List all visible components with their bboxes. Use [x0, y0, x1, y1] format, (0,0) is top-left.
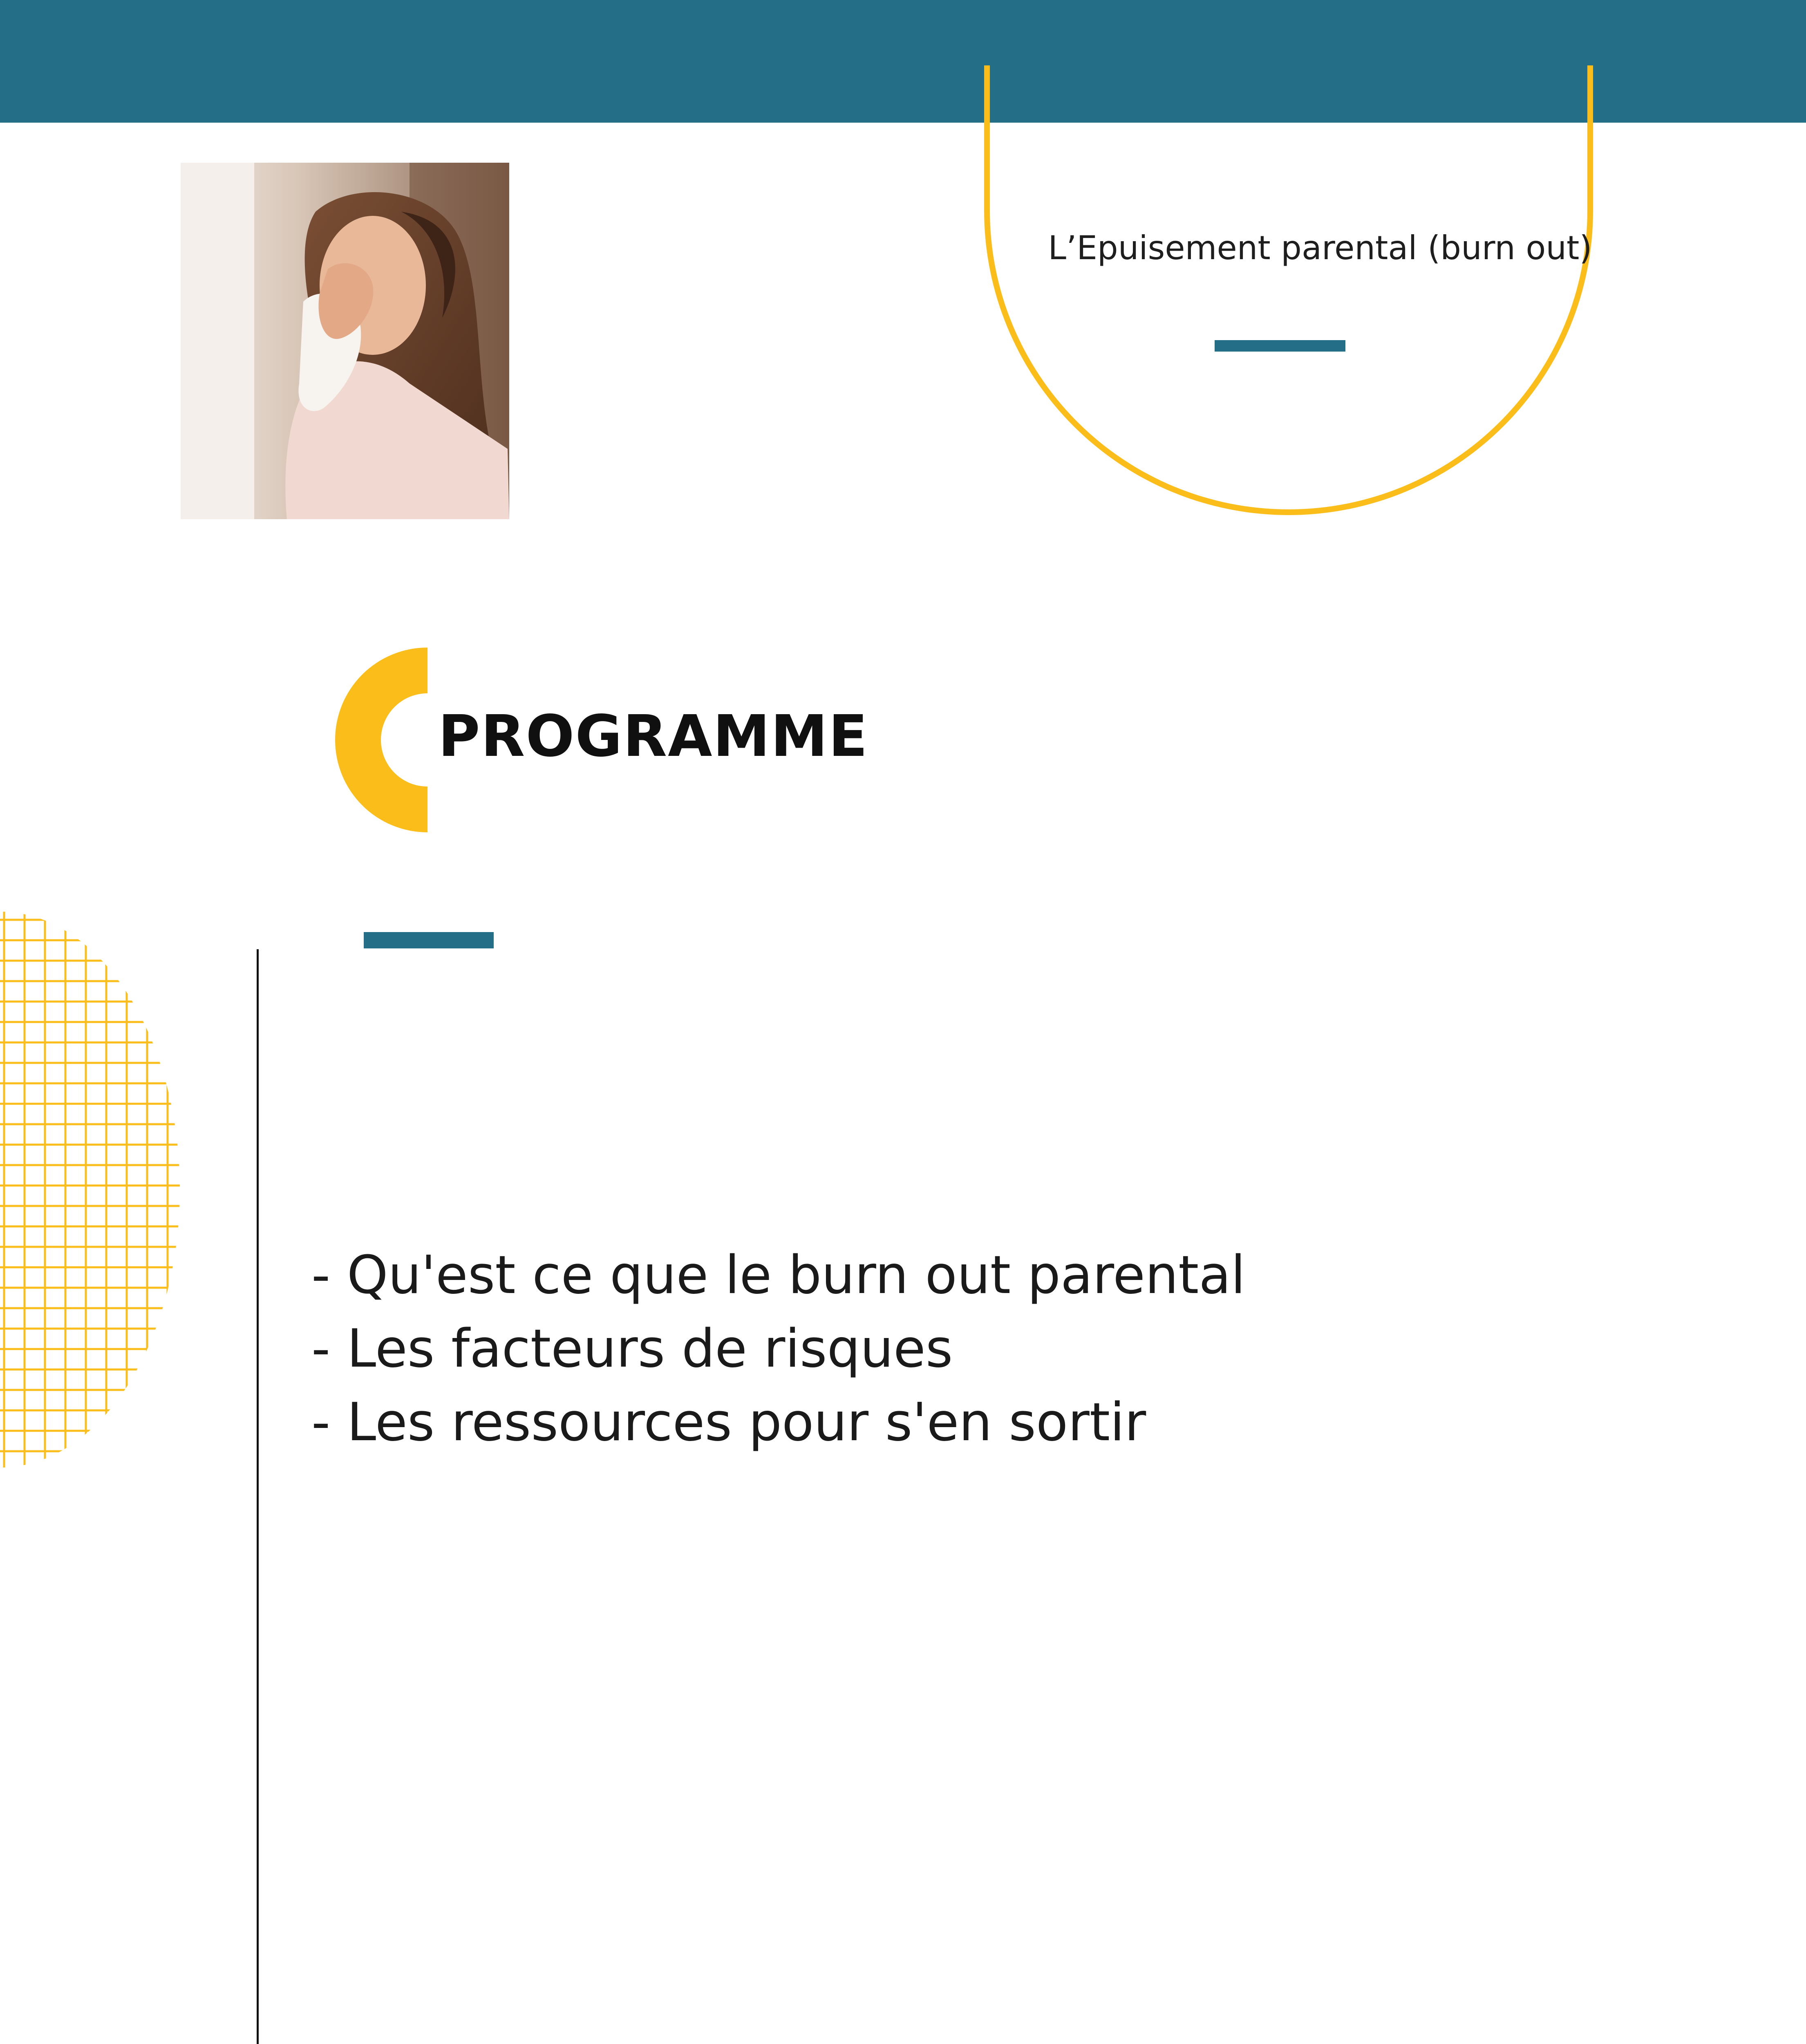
program-item: - Les facteurs de risques: [311, 1318, 953, 1379]
photo-illustration: [181, 163, 509, 519]
subject-underline: [1215, 340, 1345, 352]
heading-underline: [364, 932, 494, 948]
vertical-divider: [257, 949, 259, 2044]
section-heading: PROGRAMME: [438, 703, 868, 770]
yellow-arch-outline: [984, 65, 1593, 515]
grid-decoration: [0, 912, 184, 1468]
subject-title: L’Epuisement parental (burn out): [1048, 229, 1592, 267]
program-list: [311, 1239, 1245, 1459]
woman-crying-photo: [181, 163, 509, 519]
half-ring-icon: [335, 648, 427, 832]
program-item: - Qu'est ce que le burn out parental: [311, 1245, 1246, 1306]
program-item: - Les ressources pour s'en sortir: [311, 1392, 1146, 1453]
